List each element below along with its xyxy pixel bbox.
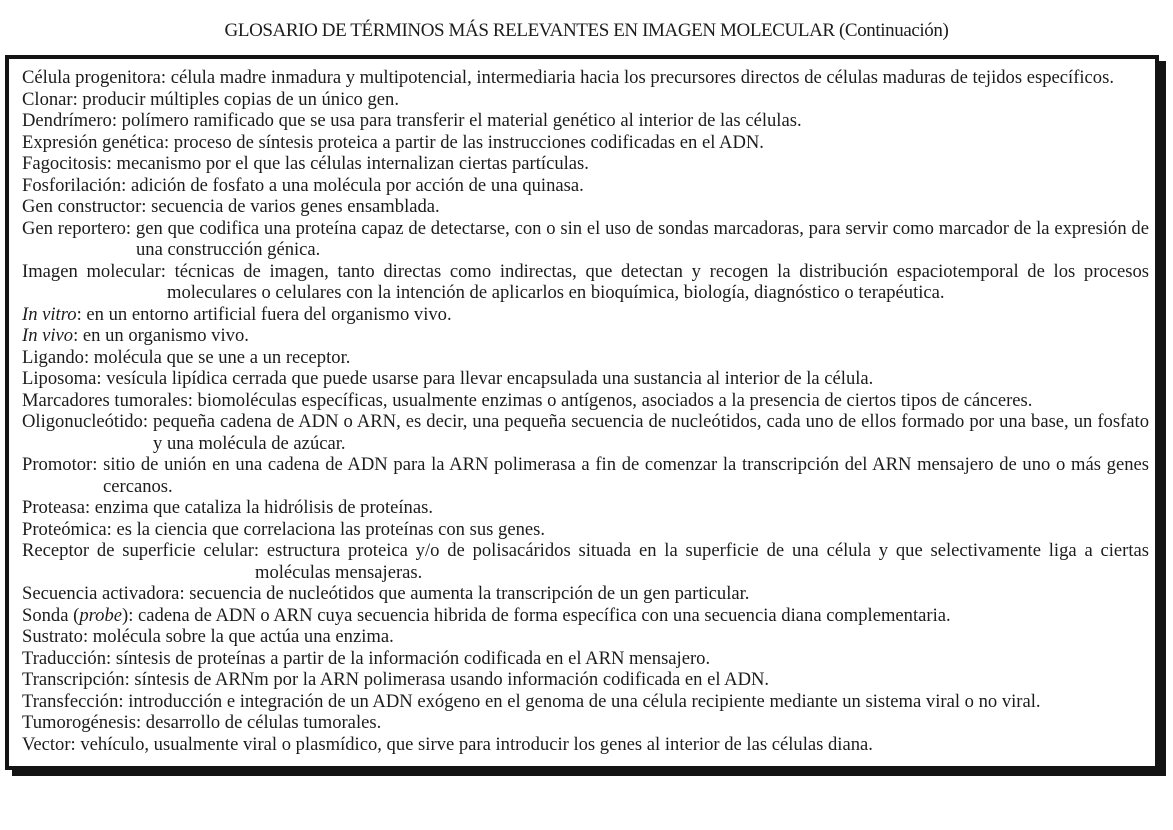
glossary-term: Clonar: xyxy=(22,88,78,110)
glossary-definition: proceso de síntesis proteica a partir de las instrucciones codificadas en el ADN. xyxy=(169,131,764,153)
glossary-entry xyxy=(22,347,1149,369)
glossary-definition: es la ciencia que correlaciona las proteínas con sus genes. xyxy=(111,518,546,540)
glossary-definition: en un organismo vivo. xyxy=(78,325,249,346)
glossary-entry xyxy=(22,304,1149,326)
glossary-definition: adición de fosfato a una molécula por acción de una quinasa. xyxy=(126,174,584,196)
glossary-term: Sustrato: xyxy=(22,626,89,647)
glossary-term: Proteómica: xyxy=(22,518,112,540)
glossary-term: Transcripción: xyxy=(22,669,130,690)
glossary-definition: molécula sobre la que actúa una enzima. xyxy=(88,626,394,647)
glossary-term: Traducción: xyxy=(22,647,112,669)
glossary-term: Receptor de superficie celular: xyxy=(22,540,260,561)
glossary-entry xyxy=(22,519,1149,541)
glossary-entry xyxy=(22,648,1149,670)
glossary-term: Gen reportero: xyxy=(22,217,132,239)
glossary-entry xyxy=(22,132,1149,154)
glossary-definition: introducción e integración de un ADN exógeno en el genoma de una célula recipiente mediante un sistema viral o no viral. xyxy=(123,690,1041,712)
glossary-definition: enzima que cataliza la hidrólisis de proteínas. xyxy=(90,497,433,518)
glossary-term: Fosforilación: xyxy=(22,174,127,196)
glossary-term: Promotor: xyxy=(22,454,98,475)
glossary-entry xyxy=(22,110,1149,132)
glossary-term: Proteasa: xyxy=(22,497,91,518)
glossary-definition: mecanismo por el que las células internalizan ciertas partículas. xyxy=(111,153,589,174)
glossary-definition: vehículo, usualmente viral o plasmídico, que sirve para introducir los genes al interior de las células diana. xyxy=(75,733,873,755)
glossary-term: In vivo: xyxy=(22,325,79,346)
glossary-definition: cadena de ADN o ARN cuya secuencia hibrida de forma específica con una secuencia diana complementaria. xyxy=(133,604,951,626)
glossary-entry xyxy=(22,605,1149,627)
glossary-definition: gen que codifica una proteína capaz de detectarse, con o sin el uso de sondas marcadoras, para servir como marcador de la expresión de una construcción génica. xyxy=(131,217,1149,260)
glossary-term: Sonda (probe): xyxy=(22,604,134,626)
glossary-entry xyxy=(22,175,1149,197)
glossary-definition: secuencia de nucleótidos que aumenta la transcripción de un gen particular. xyxy=(184,583,750,604)
glossary-entry xyxy=(22,89,1149,111)
glossary-term: Fagocitosis: xyxy=(22,153,112,174)
glossary-term: Expresión genética: xyxy=(22,131,170,153)
glossary-entry xyxy=(22,261,1149,304)
glossary-entry xyxy=(22,218,1149,261)
glossary-definition: desarrollo de células tumorales. xyxy=(141,712,382,733)
glossary-entry xyxy=(22,497,1149,519)
glossary-term: Célula progenitora: xyxy=(22,67,167,88)
glossary-definition: célula madre inmadura y multipotencial, intermediaria hacia los precursores directos de células maduras de tejidos específicos. xyxy=(166,67,1114,88)
glossary-entry xyxy=(22,669,1149,691)
glossary-entry xyxy=(22,368,1149,390)
glossary-definition: vesícula lipídica cerrada que puede usarse para llevar encapsulada una sustancia al interior de la célula. xyxy=(101,368,874,389)
glossary-entry xyxy=(22,411,1149,454)
glossary-entry xyxy=(22,67,1149,89)
glossary-definition: secuencia de varios genes ensamblada. xyxy=(146,196,440,217)
glossary-definition: sitio de unión en una cadena de ADN para la ARN polimerasa a fin de comenzar la transcripción del ARN mensajero de uno o más genes cercanos. xyxy=(97,454,1149,497)
glossary-definition: pequeña cadena de ADN o ARN, es decir, una pequeña secuencia de nucleótidos, cada uno de ellos formado por una base, un fosfato y una molécula de azúcar. xyxy=(148,411,1149,454)
glossary-entry xyxy=(22,153,1149,175)
glossary-definition: polímero ramificado que se usa para transferir el material genético al interior de las células. xyxy=(117,110,802,131)
glossary-entry xyxy=(22,325,1149,347)
glossary-term: Dendrímero: xyxy=(22,110,118,131)
glossary-entry xyxy=(22,691,1149,713)
glossary-entry xyxy=(22,390,1149,412)
page-title: GLOSARIO DE TÉRMINOS MÁS RELEVANTES EN IMAGEN MOLECULAR (Continuación) xyxy=(224,20,949,41)
glossary-term: Liposoma: xyxy=(22,368,102,389)
glossary-entry xyxy=(22,196,1149,218)
glossary-entry xyxy=(22,540,1149,583)
glossary-term: Tumorogénesis: xyxy=(22,712,142,733)
glossary-definition: molécula que se une a un receptor. xyxy=(89,346,351,368)
glossary-term: In vitro: xyxy=(22,303,82,325)
glossary-definition: técnicas de imagen, tanto directas como indirectas, que detectan y recogen la distribución espaciotemporal de los procesos moleculares o celulares con la intención de aplicarlos en bioquímica, biología, diagnóstico o terapéutica. xyxy=(165,260,1149,303)
glossary-term: Vector: xyxy=(22,733,76,755)
glossary-entry xyxy=(22,734,1149,756)
glossary-entry xyxy=(22,583,1149,605)
glossary-term: Secuencia activadora: xyxy=(22,583,185,604)
glossary-definition: síntesis de proteínas a partir de la información codificada en el ARN mensajero. xyxy=(111,647,711,669)
glossary-box xyxy=(5,55,1159,770)
glossary-definition: en un entorno artificial fuera del organismo vivo. xyxy=(81,303,452,325)
glossary-definition: producir múltiples copias de un único gen. xyxy=(77,88,399,110)
glossary-term: Ligando: xyxy=(22,346,90,368)
glossary-definition: biomoléculas específicas, usualmente enzimas o antígenos, asociados a la presencia de ciertos tipos de cánceres. xyxy=(192,389,1033,411)
glossary-entry xyxy=(22,454,1149,497)
glossary-entries xyxy=(22,67,1149,755)
glossary-definition: estructura proteica y/o de polisacáridos situada en la superficie de una célula y que selectivamente liga a ciertas moléculas mensajeras. xyxy=(255,540,1150,583)
glossary-term: Imagen molecular: xyxy=(22,260,166,282)
glossary-entry xyxy=(22,626,1149,648)
glossary-term: Gen constructor: xyxy=(22,196,147,217)
glossary-term: Transfección: xyxy=(22,690,124,712)
glossary-term: Oligonucleótido: xyxy=(22,411,149,432)
glossary-definition: síntesis de ARNm por la ARN polimerasa usando información codificada en el ADN. xyxy=(129,669,770,690)
glossary-term: Marcadores tumorales: xyxy=(22,389,193,411)
glossary-entry xyxy=(22,712,1149,734)
